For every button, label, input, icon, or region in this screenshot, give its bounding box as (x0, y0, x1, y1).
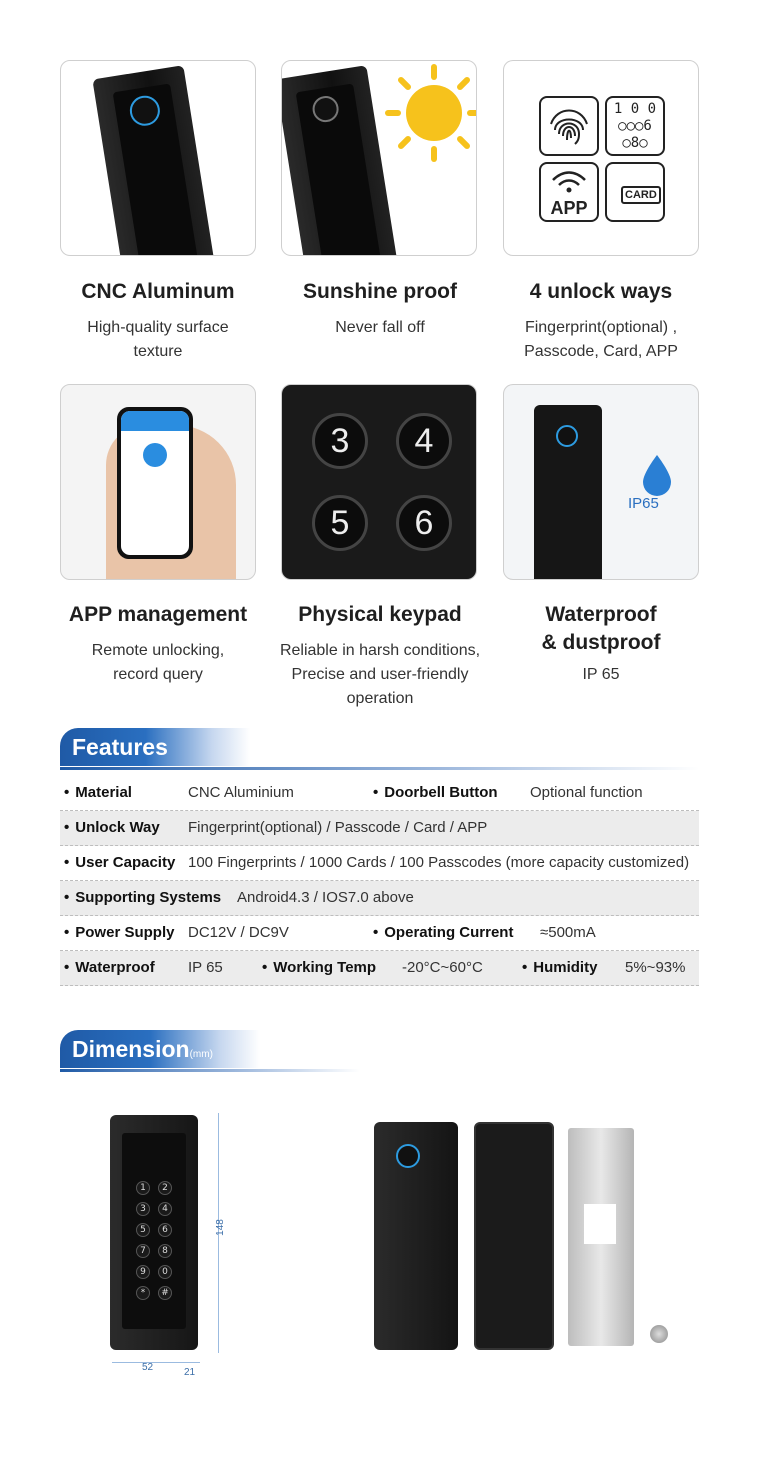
spec-label: • Supporting Systems (64, 881, 221, 915)
feature-desc-sunshine: Never fall off (335, 319, 425, 336)
spec-row (60, 776, 699, 811)
fingerprint-sensor-icon (556, 425, 578, 447)
phone-screen (121, 411, 189, 555)
feature-title-cnc: CNC Aluminum (81, 280, 235, 303)
feature-title-app: APP management (68, 603, 248, 626)
spec-value: 100 Fingerprints / 1000 Cards / 100 Passcodes (more capacity customized) (188, 854, 690, 871)
front-view-device (110, 1115, 198, 1350)
spec-label: • Power Supply (64, 916, 174, 950)
keypad-key: * (136, 1286, 150, 1300)
feature-title-waterproof: Waterproof & dustproof (541, 603, 661, 654)
keypad-key: 8 (158, 1244, 172, 1258)
spec-value: Fingerprint(optional) / Passcode / Card / APP (188, 819, 488, 836)
dimension-header (60, 1030, 260, 1068)
keypad-key: 0 (158, 1265, 172, 1279)
dimension-unit: (mm) (189, 1049, 213, 1060)
keypad-key: 6 (158, 1223, 172, 1237)
height-dimension-label: 148 (214, 1219, 226, 1236)
app-label: APP (550, 198, 588, 218)
spec-row (60, 881, 699, 916)
dimension-underline (60, 1069, 360, 1072)
feature-desc-cnc: High-quality surface texture (87, 319, 229, 360)
passcode-icon-digits: 1 0 0 ○○○6 ○8○ (613, 101, 657, 151)
spec-value: CNC Aluminium (188, 784, 294, 801)
spec-row (60, 846, 699, 881)
features-header: Features (60, 728, 250, 766)
spec-row (60, 811, 699, 846)
wifi-app-icon (539, 162, 599, 222)
feature-desc-waterproof: IP 65 (582, 666, 620, 683)
keypad-key: 4 (158, 1202, 172, 1216)
feature-title-sunshine: Sunshine proof (303, 280, 457, 303)
ip65-badge: IP65 (628, 495, 659, 512)
keypad-key: # (158, 1286, 172, 1300)
keypad-key: 7 (136, 1244, 150, 1258)
spec-label: • User Capacity (64, 846, 175, 880)
spec-value: IP 65 (188, 959, 223, 976)
keypad-panel (296, 83, 385, 256)
passcode-icon (605, 96, 665, 156)
spec-value: ≈500mA (540, 924, 596, 941)
feature-desc-app: Remote unlocking, record query (91, 642, 225, 683)
spec-value: Optional function (530, 784, 643, 801)
water-drop-icon (640, 453, 674, 497)
back-view-device (474, 1122, 554, 1350)
keypad-key: 1 (136, 1181, 150, 1195)
card-sunshine-proof (281, 60, 477, 256)
spec-row (60, 916, 699, 951)
keypad-key: 3 (136, 1202, 150, 1216)
spec-label: • Doorbell Button (373, 776, 498, 810)
keypad-key-6: 6 (396, 495, 452, 551)
fingerprint-icon (539, 96, 599, 156)
card-unlock-ways (503, 60, 699, 256)
spec-label: • Humidity (522, 951, 597, 985)
mounting-bracket (568, 1128, 634, 1346)
spec-label: • Operating Current (373, 916, 513, 950)
depth-dimension-label: 21 (184, 1367, 196, 1378)
spec-value: DC12V / DC9V (188, 924, 289, 941)
keypad-panel (113, 83, 202, 256)
keypad-key-4: 4 (396, 413, 452, 469)
spec-label: • Material (64, 776, 132, 810)
card-app-management (60, 384, 256, 580)
fingerprint-sensor-icon (396, 1144, 420, 1168)
keypad-key: 9 (136, 1265, 150, 1279)
card-icon (605, 162, 665, 222)
feature-title-unlock: 4 unlock ways (529, 280, 673, 303)
keypad-panel (122, 1133, 186, 1329)
fingerprint-sensor-icon (311, 94, 341, 124)
spec-label: • Unlock Way (64, 811, 160, 845)
keypad-key-3: 3 (312, 413, 368, 469)
spec-value: -20°C~60°C (402, 959, 483, 976)
sun-icon (374, 61, 477, 165)
keypad-key-5: 5 (312, 495, 368, 551)
dimension-title: Dimension (72, 1036, 190, 1062)
angled-view-device (374, 1122, 458, 1350)
spec-row (60, 951, 699, 986)
card-waterproof (503, 384, 699, 580)
bracket-window (584, 1204, 616, 1244)
spec-value: Android4.3 / IOS7.0 above (237, 889, 414, 906)
card-cnc-aluminum (60, 60, 256, 256)
features-underline (60, 767, 699, 770)
feature-desc-keypad: Reliable in harsh conditions, Precise and user-friendly operation (279, 642, 481, 707)
card-label: CARD (621, 186, 661, 204)
card-physical-keypad (281, 384, 477, 580)
lock-device-image (92, 65, 217, 256)
phone-image (117, 407, 193, 559)
spec-value: 5%~93% (625, 959, 686, 976)
spec-label: • Working Temp (262, 951, 376, 985)
lock-icon (143, 443, 167, 467)
keypad-key: 2 (158, 1181, 172, 1195)
keypad-key: 5 (136, 1223, 150, 1237)
screw-icon (650, 1325, 668, 1343)
width-dimension-label: 52 (142, 1362, 154, 1373)
spec-label: • Waterproof (64, 951, 155, 985)
feature-desc-unlock: Fingerprint(optional) , Passcode, Card, APP (524, 319, 678, 360)
width-dimension-line (112, 1362, 200, 1363)
feature-title-keypad: Physical keypad (298, 603, 462, 626)
fingerprint-sensor-icon (128, 94, 162, 128)
lock-device-image (534, 405, 602, 580)
